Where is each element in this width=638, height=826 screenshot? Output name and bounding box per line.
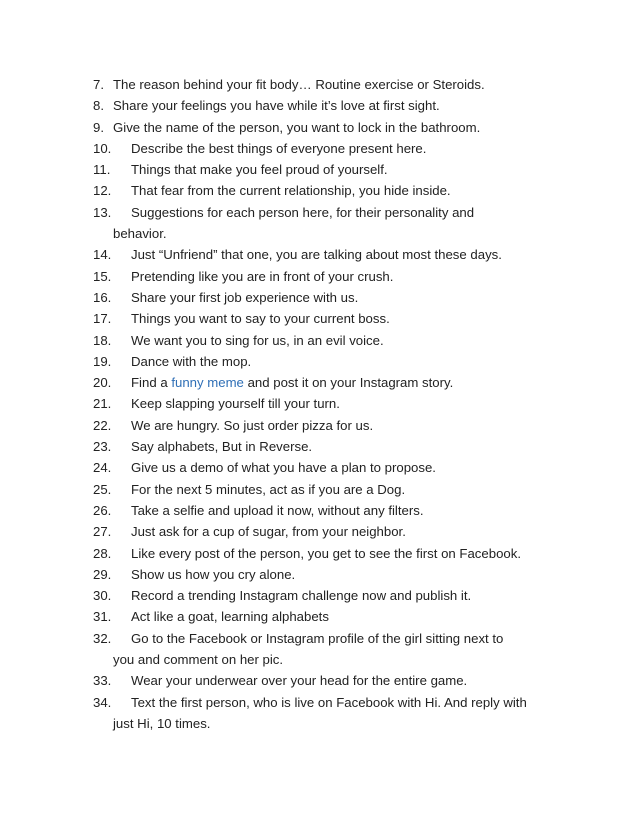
item-number: 32. <box>93 630 112 646</box>
item-number: 25. <box>93 481 112 497</box>
list-item <box>93 479 573 500</box>
list-item <box>93 330 573 351</box>
item-link[interactable]: funny meme <box>171 375 244 391</box>
item-number: 18. <box>93 332 112 348</box>
list-item <box>93 180 573 201</box>
item-number: 10. <box>93 140 112 156</box>
item-number: 24. <box>93 460 112 476</box>
list-item <box>93 585 573 606</box>
list-item <box>93 372 573 393</box>
list-item <box>93 202 573 245</box>
item-text-continued: behavior. <box>113 226 167 242</box>
item-number: 22. <box>93 417 112 433</box>
list-item <box>93 74 573 95</box>
item-text: Pretending like you are in front of your crush. <box>131 268 394 284</box>
item-text: Find a <box>131 375 172 391</box>
item-text: you and <box>113 652 164 668</box>
item-number: 26. <box>93 502 112 518</box>
list-item <box>93 308 573 329</box>
item-text: We are hungry. So just order pizza for us. <box>131 417 374 433</box>
list-item <box>93 692 573 735</box>
list-item <box>93 670 573 691</box>
item-text: Describe the best things of everyone present here. <box>131 140 427 156</box>
item-text: Just ask for a cup of sugar, from your neighbor. <box>131 524 406 540</box>
item-number: 20. <box>93 375 112 391</box>
item-text: Things that make you feel proud of yourself. <box>131 162 388 178</box>
item-text-continued <box>93 649 573 670</box>
list-item <box>93 436 573 457</box>
item-text: Record a <box>131 588 189 604</box>
item-text: Keep slapping yourself till your turn. <box>131 396 340 412</box>
item-text: Go to the Facebook or Instagram profile of the girl sitting next to <box>131 630 504 646</box>
list-item <box>93 159 573 180</box>
list-item <box>93 351 573 372</box>
item-number: 29. <box>93 566 112 582</box>
item-number: 27. <box>93 524 112 540</box>
item-number: 9. <box>93 119 104 135</box>
list-item <box>93 628 573 671</box>
item-text: Just “Unfriend” that one, you are talking about most these days. <box>131 247 502 263</box>
list-item <box>93 95 573 116</box>
item-number: 7. <box>93 77 104 92</box>
item-number: 23. <box>93 439 112 455</box>
item-text: Share your feelings you have while it’s love at first sight. <box>113 98 440 114</box>
item-text: Share your first job experience with us. <box>131 289 359 305</box>
item-number: 21. <box>93 396 112 412</box>
numbered-list <box>93 74 573 734</box>
item-text: Text the first person, who is live on Facebook with Hi. And reply with <box>131 694 527 710</box>
list-item <box>93 287 573 308</box>
item-number: 12. <box>93 183 112 199</box>
item-text: The reason behind your fit body… Routine exercise or Steroids. <box>113 77 485 92</box>
item-text: Wear your underwear over your head for the entire game. <box>131 673 468 689</box>
item-text: and post it on your Instagram story. <box>243 375 454 391</box>
item-text: For the next 5 minutes, act as if you are a Dog. <box>131 481 406 497</box>
item-link[interactable]: comment on her pic. <box>163 652 284 668</box>
item-number: 16. <box>93 289 112 305</box>
list-item <box>93 457 573 478</box>
list-item <box>93 606 573 627</box>
list-item <box>93 564 573 585</box>
list-item <box>93 138 573 159</box>
item-number: 31. <box>93 609 112 625</box>
list-item <box>93 521 573 542</box>
item-text: Give the name of the person, you want to lock in the bathroom. <box>113 119 481 135</box>
item-number: 8. <box>93 98 104 114</box>
item-text: That fear from the current relationship, you hide inside. <box>131 183 451 199</box>
item-text: Take a selfie and upload it now, without any filters. <box>131 502 424 518</box>
item-number: 13. <box>93 204 112 220</box>
item-text: now and publish it. <box>358 588 472 604</box>
list-item <box>93 117 573 138</box>
list-item <box>93 543 573 564</box>
item-text: Act like a goat, learning alphabets <box>131 609 329 625</box>
item-text: Say alphabets, But in Reverse. <box>131 439 313 455</box>
list-item <box>93 393 573 414</box>
item-text: Suggestions for each person here, for their personality and <box>131 204 475 220</box>
item-number: 30. <box>93 588 112 604</box>
list-item <box>93 500 573 521</box>
item-number: 15. <box>93 268 112 284</box>
item-text: Give us a demo of what you have a plan to propose. <box>131 460 436 476</box>
list-item <box>93 244 573 265</box>
item-number: 17. <box>93 311 112 327</box>
list-item <box>93 415 573 436</box>
item-number: 11. <box>93 162 111 178</box>
item-text: Dance with the mop. <box>131 353 252 369</box>
item-text: Things you want to say to your current boss. <box>131 311 390 327</box>
item-number: 14. <box>93 247 112 263</box>
item-number: 34. <box>93 694 112 710</box>
item-text: Like every post of the person, you get to see the first on Facebook. <box>131 545 521 561</box>
item-text-continued: just Hi, 10 times. <box>113 715 211 731</box>
item-text: We want you to sing for us, in an evil voice. <box>131 332 384 348</box>
item-link[interactable]: trending Instagram challenge <box>188 588 359 604</box>
item-number: 33. <box>93 673 112 689</box>
list-item <box>93 266 573 287</box>
item-number: 19. <box>93 353 112 369</box>
item-text: Show us how you cry alone. <box>131 566 296 582</box>
item-number: 28. <box>93 545 112 561</box>
